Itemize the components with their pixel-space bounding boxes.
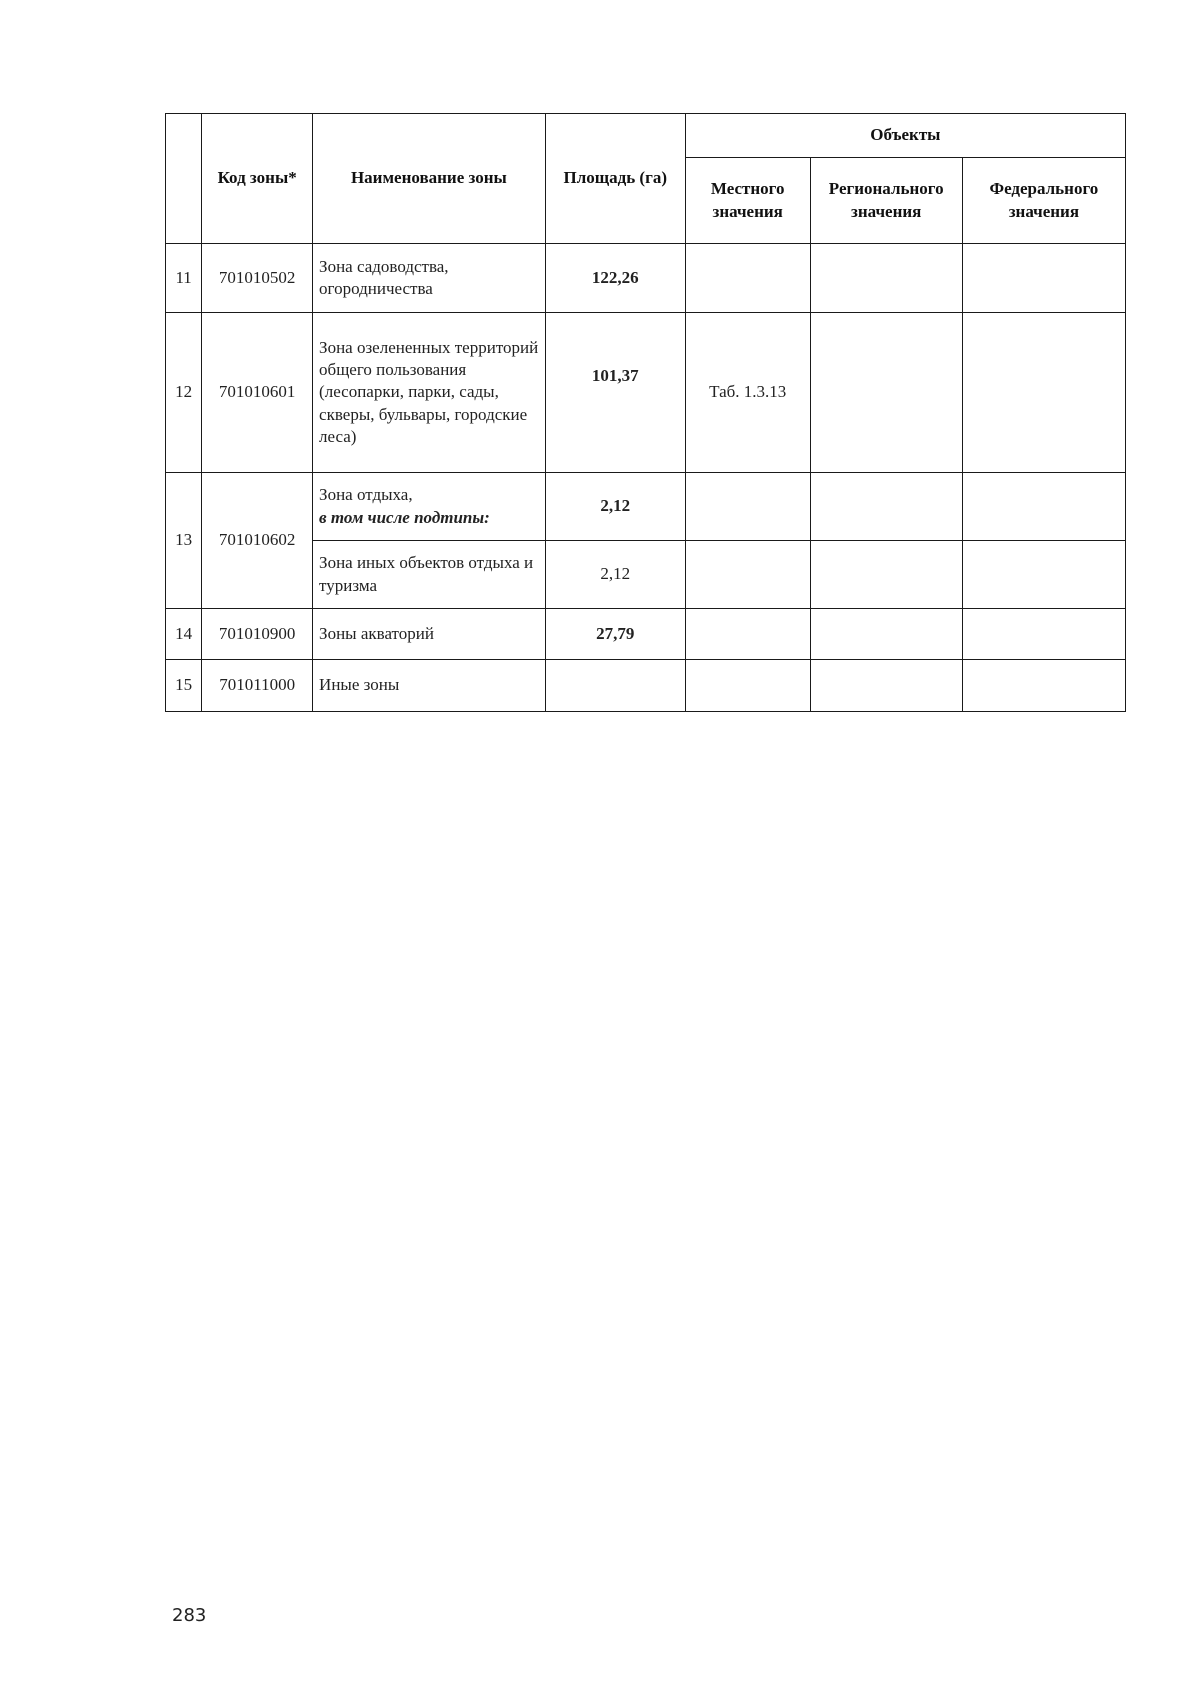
objects-federal [962, 244, 1125, 313]
objects-local [685, 660, 810, 712]
objects-federal [962, 609, 1125, 660]
zone-code: 701010602 [202, 473, 313, 609]
zone-area: 101,37 [545, 313, 685, 473]
header-federal: Федерального значения [962, 158, 1125, 244]
objects-local [685, 473, 810, 541]
table-row [166, 313, 1126, 473]
row-num: 14 [166, 609, 202, 660]
header-code: Код зоны* [202, 114, 313, 244]
header-area: Площадь (га) [545, 114, 685, 244]
header-name: Наименование зоны [313, 114, 546, 244]
objects-federal [962, 541, 1125, 609]
zone-area: 27,79 [545, 609, 685, 660]
zone-area: 2,12 [545, 473, 685, 541]
objects-local [685, 244, 810, 313]
objects-federal [962, 660, 1125, 712]
zone-area [545, 660, 685, 712]
subzone-name: Зона иных объектов отдыха и туризма [313, 541, 546, 609]
zone-name: Зона отдыха, [319, 485, 413, 505]
table-row [166, 473, 1126, 541]
objects-regional [810, 313, 962, 473]
table-row [166, 244, 1126, 313]
zone-name: Зона озелененных территорий общего пользования (лесопарки, парки, сады, скверы, бульвары, городские леса) [313, 313, 546, 473]
objects-regional [810, 541, 962, 609]
table-row [166, 609, 1126, 660]
header-num [166, 114, 202, 244]
objects-federal [962, 473, 1125, 541]
zone-code: 701010900 [202, 609, 313, 660]
objects-regional [810, 609, 962, 660]
objects-federal [962, 313, 1125, 473]
zone-code: 701010601 [202, 313, 313, 473]
header-regional: Регионального значения [810, 158, 962, 244]
zone-name-cell [313, 473, 546, 541]
objects-regional [810, 244, 962, 313]
header-objects: Объекты [685, 114, 1125, 158]
header-row [166, 114, 1126, 158]
zone-area: 122,26 [545, 244, 685, 313]
table-row [166, 660, 1126, 712]
row-num: 12 [166, 313, 202, 473]
page-number: 283 [172, 1605, 207, 1626]
row-num: 13 [166, 473, 202, 609]
objects-local [685, 541, 810, 609]
header-local: Местного значения [685, 158, 810, 244]
subzone-area: 2,12 [545, 541, 685, 609]
zone-name: Зона садоводства, огородничества [313, 244, 546, 313]
zone-code: 701011000 [202, 660, 313, 712]
objects-local: Таб. 1.3.13 [685, 313, 810, 473]
objects-regional [810, 660, 962, 712]
zone-table [165, 113, 1126, 712]
zone-subtypes-note: в том числе подтипы: [319, 507, 490, 527]
objects-local [685, 609, 810, 660]
zone-code: 701010502 [202, 244, 313, 313]
zone-name: Иные зоны [313, 660, 546, 712]
zone-name: Зоны акваторий [313, 609, 546, 660]
row-num: 11 [166, 244, 202, 313]
row-num: 15 [166, 660, 202, 712]
objects-regional [810, 473, 962, 541]
